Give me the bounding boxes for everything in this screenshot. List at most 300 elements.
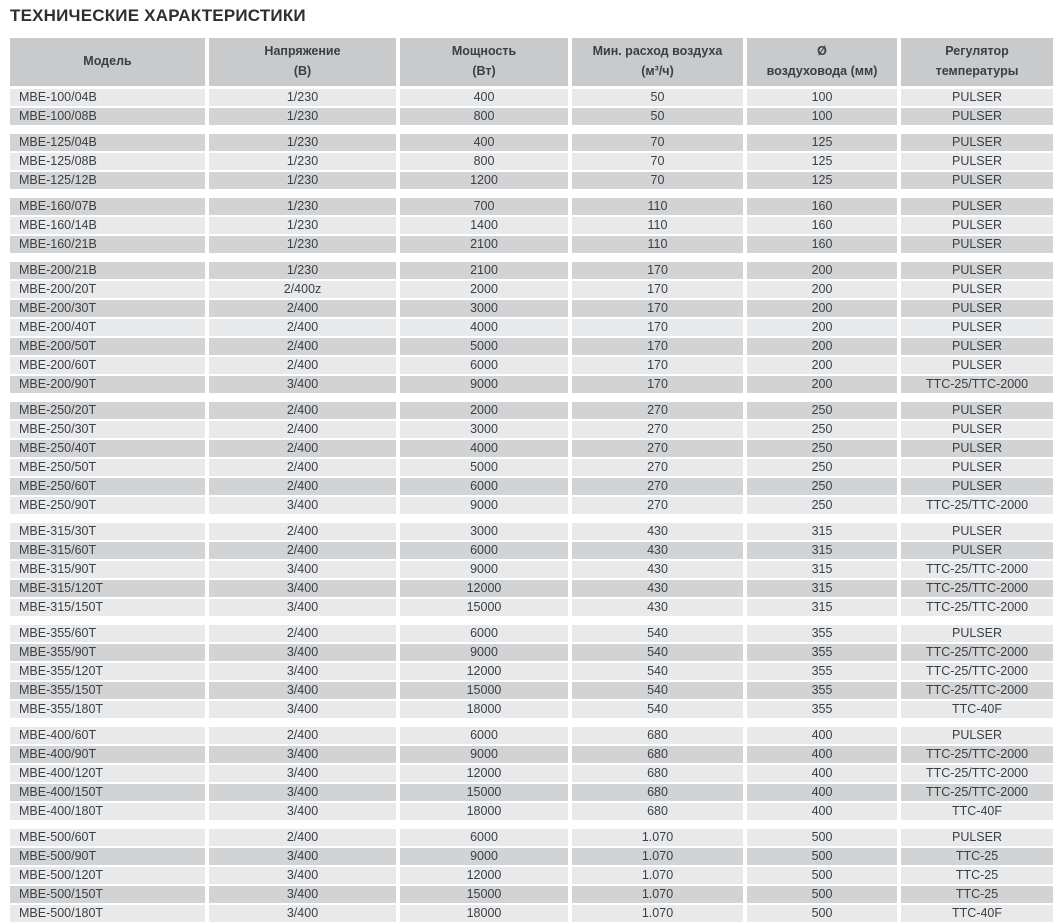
column-header-label: Мощность xyxy=(451,44,517,59)
cell-airflow: 1.070 xyxy=(572,867,743,884)
cell-regulator: PULSER xyxy=(901,153,1053,170)
cell-airflow: 170 xyxy=(572,281,743,298)
table-row xyxy=(10,376,1053,393)
table-row xyxy=(10,281,1053,298)
cell-power: 9000 xyxy=(400,497,568,514)
cell-airflow: 680 xyxy=(572,727,743,744)
cell-power: 9000 xyxy=(400,746,568,763)
cell-power: 15000 xyxy=(400,886,568,903)
cell-power: 18000 xyxy=(400,803,568,820)
cell-airflow: 540 xyxy=(572,663,743,680)
cell-model: MBE-400/120T xyxy=(10,765,205,782)
table-row xyxy=(10,217,1053,234)
model-group xyxy=(10,727,1053,820)
cell-regulator: PULSER xyxy=(901,402,1053,419)
cell-power: 6000 xyxy=(400,357,568,374)
cell-airflow: 540 xyxy=(572,682,743,699)
cell-airflow: 270 xyxy=(572,459,743,476)
cell-regulator: PULSER xyxy=(901,217,1053,234)
model-group xyxy=(10,829,1053,922)
cell-voltage: 1/230 xyxy=(209,108,396,125)
cell-model: MBE-355/90T xyxy=(10,644,205,661)
cell-power: 15000 xyxy=(400,784,568,801)
cell-airflow: 430 xyxy=(572,561,743,578)
cell-diameter: 100 xyxy=(747,108,897,125)
cell-airflow: 270 xyxy=(572,421,743,438)
cell-diameter: 355 xyxy=(747,644,897,661)
cell-regulator: TTC-25/TTC-2000 xyxy=(901,599,1053,616)
cell-voltage: 2/400 xyxy=(209,300,396,317)
table-row xyxy=(10,905,1053,922)
cell-airflow: 680 xyxy=(572,765,743,782)
table-row xyxy=(10,478,1053,495)
column-header-power xyxy=(400,38,568,86)
cell-voltage: 1/230 xyxy=(209,236,396,253)
cell-airflow: 270 xyxy=(572,497,743,514)
table-row xyxy=(10,803,1053,820)
cell-model: MBE-200/20T xyxy=(10,281,205,298)
table-row xyxy=(10,108,1053,125)
cell-voltage: 3/400 xyxy=(209,765,396,782)
cell-regulator: TTC-25/TTC-2000 xyxy=(901,561,1053,578)
cell-regulator: TTC-25/TTC-2000 xyxy=(901,746,1053,763)
cell-power: 9000 xyxy=(400,376,568,393)
cell-model: MBE-200/50T xyxy=(10,338,205,355)
column-header-unit: (Вт) xyxy=(472,64,496,78)
cell-model: MBE-355/60T xyxy=(10,625,205,642)
cell-regulator: TTC-40F xyxy=(901,905,1053,922)
cell-power: 2000 xyxy=(400,281,568,298)
column-header-model xyxy=(10,38,205,86)
cell-regulator: PULSER xyxy=(901,625,1053,642)
cell-voltage: 3/400 xyxy=(209,561,396,578)
cell-diameter: 250 xyxy=(747,459,897,476)
cell-model: MBE-125/04B xyxy=(10,134,205,151)
cell-regulator: PULSER xyxy=(901,478,1053,495)
cell-regulator: PULSER xyxy=(901,262,1053,279)
cell-diameter: 355 xyxy=(747,701,897,718)
cell-model: MBE-250/60T xyxy=(10,478,205,495)
cell-diameter: 500 xyxy=(747,886,897,903)
cell-diameter: 125 xyxy=(747,172,897,189)
cell-regulator: PULSER xyxy=(901,357,1053,374)
cell-regulator: TTC-25/TTC-2000 xyxy=(901,497,1053,514)
cell-model: MBE-315/90T xyxy=(10,561,205,578)
cell-regulator: PULSER xyxy=(901,440,1053,457)
cell-power: 3000 xyxy=(400,523,568,540)
cell-diameter: 200 xyxy=(747,262,897,279)
column-header-airflow xyxy=(572,38,743,86)
cell-power: 800 xyxy=(400,153,568,170)
cell-diameter: 200 xyxy=(747,376,897,393)
table-row xyxy=(10,580,1053,597)
cell-regulator: TTC-25/TTC-2000 xyxy=(901,663,1053,680)
table-header-row xyxy=(10,38,1053,86)
cell-power: 4000 xyxy=(400,440,568,457)
cell-model: MBE-200/90T xyxy=(10,376,205,393)
cell-voltage: 1/230 xyxy=(209,198,396,215)
table-row xyxy=(10,523,1053,540)
model-group xyxy=(10,402,1053,514)
cell-voltage: 2/400 xyxy=(209,402,396,419)
cell-voltage: 2/400z xyxy=(209,281,396,298)
cell-model: MBE-250/50T xyxy=(10,459,205,476)
cell-diameter: 200 xyxy=(747,281,897,298)
table-row xyxy=(10,542,1053,559)
cell-voltage: 3/400 xyxy=(209,682,396,699)
cell-diameter: 250 xyxy=(747,402,897,419)
cell-model: MBE-315/150T xyxy=(10,599,205,616)
cell-voltage: 1/230 xyxy=(209,153,396,170)
cell-diameter: 315 xyxy=(747,580,897,597)
cell-diameter: 315 xyxy=(747,542,897,559)
cell-diameter: 500 xyxy=(747,867,897,884)
table-row xyxy=(10,89,1053,106)
cell-model: MBE-160/07B xyxy=(10,198,205,215)
cell-model: MBE-200/40T xyxy=(10,319,205,336)
cell-voltage: 1/230 xyxy=(209,172,396,189)
cell-power: 9000 xyxy=(400,561,568,578)
cell-voltage: 2/400 xyxy=(209,727,396,744)
cell-airflow: 270 xyxy=(572,440,743,457)
cell-power: 15000 xyxy=(400,682,568,699)
cell-model: MBE-315/30T xyxy=(10,523,205,540)
cell-model: MBE-200/60T xyxy=(10,357,205,374)
cell-power: 3000 xyxy=(400,421,568,438)
model-group xyxy=(10,89,1053,125)
cell-model: MBE-500/150T xyxy=(10,886,205,903)
cell-model: MBE-355/180T xyxy=(10,701,205,718)
cell-power: 9000 xyxy=(400,644,568,661)
cell-regulator: PULSER xyxy=(901,198,1053,215)
cell-model: MBE-500/60T xyxy=(10,829,205,846)
cell-voltage: 3/400 xyxy=(209,803,396,820)
table-row xyxy=(10,172,1053,189)
table-body xyxy=(10,89,1053,922)
cell-airflow: 170 xyxy=(572,338,743,355)
table-row xyxy=(10,262,1053,279)
cell-voltage: 2/400 xyxy=(209,319,396,336)
cell-regulator: TTC-25/TTC-2000 xyxy=(901,765,1053,782)
table-row xyxy=(10,300,1053,317)
table-row xyxy=(10,497,1053,514)
cell-power: 400 xyxy=(400,134,568,151)
cell-airflow: 680 xyxy=(572,803,743,820)
cell-voltage: 1/230 xyxy=(209,217,396,234)
cell-voltage: 2/400 xyxy=(209,625,396,642)
cell-diameter: 200 xyxy=(747,300,897,317)
cell-power: 5000 xyxy=(400,338,568,355)
cell-diameter: 160 xyxy=(747,198,897,215)
cell-voltage: 3/400 xyxy=(209,376,396,393)
cell-diameter: 125 xyxy=(747,134,897,151)
cell-regulator: PULSER xyxy=(901,542,1053,559)
table-row xyxy=(10,319,1053,336)
cell-diameter: 200 xyxy=(747,338,897,355)
cell-power: 3000 xyxy=(400,300,568,317)
cell-diameter: 355 xyxy=(747,625,897,642)
cell-airflow: 430 xyxy=(572,599,743,616)
table-row xyxy=(10,784,1053,801)
page-title: ТЕХНИЧЕСКИЕ ХАРАКТЕРИСТИКИ xyxy=(10,6,306,25)
cell-voltage: 3/400 xyxy=(209,784,396,801)
table-row xyxy=(10,421,1053,438)
cell-power: 2100 xyxy=(400,236,568,253)
cell-voltage: 1/230 xyxy=(209,89,396,106)
cell-voltage: 2/400 xyxy=(209,478,396,495)
cell-regulator: TTC-40F xyxy=(901,803,1053,820)
cell-voltage: 3/400 xyxy=(209,580,396,597)
cell-model: MBE-400/60T xyxy=(10,727,205,744)
cell-model: MBE-200/21B xyxy=(10,262,205,279)
cell-regulator: TTC-40F xyxy=(901,701,1053,718)
table-row xyxy=(10,599,1053,616)
table-row xyxy=(10,867,1053,884)
cell-regulator: TTC-25/TTC-2000 xyxy=(901,376,1053,393)
column-header-label: Модель xyxy=(83,54,132,69)
table-row xyxy=(10,682,1053,699)
table-row xyxy=(10,440,1053,457)
column-header-label: Напряжение xyxy=(264,44,341,59)
cell-voltage: 3/400 xyxy=(209,886,396,903)
specs-table xyxy=(10,38,1053,922)
model-group xyxy=(10,198,1053,253)
cell-power: 6000 xyxy=(400,478,568,495)
cell-regulator: TTC-25/TTC-2000 xyxy=(901,580,1053,597)
table-row xyxy=(10,848,1053,865)
cell-model: MBE-400/180T xyxy=(10,803,205,820)
cell-regulator: TTC-25 xyxy=(901,867,1053,884)
cell-power: 18000 xyxy=(400,905,568,922)
column-header-regulator xyxy=(901,38,1053,86)
cell-power: 2100 xyxy=(400,262,568,279)
cell-airflow: 680 xyxy=(572,784,743,801)
cell-airflow: 430 xyxy=(572,580,743,597)
cell-voltage: 2/400 xyxy=(209,338,396,355)
cell-model: MBE-400/150T xyxy=(10,784,205,801)
cell-airflow: 50 xyxy=(572,89,743,106)
cell-model: MBE-100/04B xyxy=(10,89,205,106)
cell-power: 1200 xyxy=(400,172,568,189)
cell-airflow: 680 xyxy=(572,746,743,763)
cell-power: 12000 xyxy=(400,663,568,680)
cell-regulator: PULSER xyxy=(901,338,1053,355)
cell-model: MBE-125/08B xyxy=(10,153,205,170)
column-header-unit: (В) xyxy=(293,64,312,78)
table-row xyxy=(10,153,1053,170)
cell-power: 4000 xyxy=(400,319,568,336)
cell-airflow: 110 xyxy=(572,236,743,253)
table-row xyxy=(10,765,1053,782)
cell-voltage: 2/400 xyxy=(209,357,396,374)
cell-voltage: 2/400 xyxy=(209,542,396,559)
cell-model: MBE-355/150T xyxy=(10,682,205,699)
cell-voltage: 3/400 xyxy=(209,701,396,718)
cell-model: MBE-250/90T xyxy=(10,497,205,514)
cell-voltage: 2/400 xyxy=(209,459,396,476)
cell-regulator: PULSER xyxy=(901,459,1053,476)
cell-diameter: 500 xyxy=(747,848,897,865)
table-row xyxy=(10,134,1053,151)
cell-airflow: 110 xyxy=(572,217,743,234)
table-row xyxy=(10,338,1053,355)
cell-airflow: 170 xyxy=(572,357,743,374)
cell-diameter: 100 xyxy=(747,89,897,106)
cell-regulator: PULSER xyxy=(901,172,1053,189)
cell-diameter: 400 xyxy=(747,746,897,763)
cell-model: MBE-160/21B xyxy=(10,236,205,253)
cell-airflow: 270 xyxy=(572,402,743,419)
cell-model: MBE-500/90T xyxy=(10,848,205,865)
cell-power: 400 xyxy=(400,89,568,106)
cell-power: 6000 xyxy=(400,727,568,744)
cell-voltage: 2/400 xyxy=(209,829,396,846)
cell-voltage: 3/400 xyxy=(209,905,396,922)
column-header-voltage xyxy=(209,38,396,86)
cell-diameter: 400 xyxy=(747,765,897,782)
cell-power: 6000 xyxy=(400,542,568,559)
column-header-label: Мин. расход воздуха xyxy=(592,44,723,59)
column-header-diameter xyxy=(747,38,897,86)
column-header-label: Регулятор xyxy=(945,44,1009,59)
cell-diameter: 315 xyxy=(747,523,897,540)
table-row xyxy=(10,663,1053,680)
cell-airflow: 1.070 xyxy=(572,905,743,922)
table-row xyxy=(10,886,1053,903)
model-group xyxy=(10,625,1053,718)
cell-model: MBE-500/180T xyxy=(10,905,205,922)
cell-power: 2000 xyxy=(400,402,568,419)
table-row xyxy=(10,701,1053,718)
table-row xyxy=(10,357,1053,374)
cell-diameter: 400 xyxy=(747,784,897,801)
cell-regulator: PULSER xyxy=(901,300,1053,317)
cell-airflow: 430 xyxy=(572,523,743,540)
cell-airflow: 170 xyxy=(572,376,743,393)
cell-model: MBE-400/90T xyxy=(10,746,205,763)
cell-diameter: 315 xyxy=(747,561,897,578)
cell-diameter: 500 xyxy=(747,905,897,922)
cell-regulator: PULSER xyxy=(901,829,1053,846)
cell-voltage: 3/400 xyxy=(209,497,396,514)
cell-diameter: 355 xyxy=(747,682,897,699)
cell-airflow: 170 xyxy=(572,319,743,336)
cell-power: 12000 xyxy=(400,580,568,597)
cell-model: MBE-160/14B xyxy=(10,217,205,234)
table-row xyxy=(10,198,1053,215)
cell-regulator: PULSER xyxy=(901,134,1053,151)
cell-voltage: 1/230 xyxy=(209,134,396,151)
cell-voltage: 3/400 xyxy=(209,848,396,865)
cell-voltage: 3/400 xyxy=(209,663,396,680)
column-header-unit: воздуховода (мм) xyxy=(766,64,878,78)
cell-power: 18000 xyxy=(400,701,568,718)
cell-diameter: 160 xyxy=(747,236,897,253)
table-row xyxy=(10,829,1053,846)
cell-model: MBE-100/08B xyxy=(10,108,205,125)
cell-airflow: 540 xyxy=(572,701,743,718)
cell-model: MBE-355/120T xyxy=(10,663,205,680)
cell-diameter: 250 xyxy=(747,421,897,438)
cell-voltage: 1/230 xyxy=(209,262,396,279)
cell-power: 12000 xyxy=(400,867,568,884)
cell-airflow: 430 xyxy=(572,542,743,559)
table-row xyxy=(10,746,1053,763)
cell-model: MBE-125/12B xyxy=(10,172,205,189)
table-row xyxy=(10,561,1053,578)
cell-power: 6000 xyxy=(400,829,568,846)
cell-diameter: 250 xyxy=(747,440,897,457)
cell-model: MBE-200/30T xyxy=(10,300,205,317)
column-header-unit: (м³/ч) xyxy=(641,64,674,78)
column-header-unit: температуры xyxy=(935,64,1019,78)
cell-power: 12000 xyxy=(400,765,568,782)
cell-power: 5000 xyxy=(400,459,568,476)
cell-regulator: TTC-25 xyxy=(901,886,1053,903)
cell-regulator: PULSER xyxy=(901,319,1053,336)
cell-diameter: 160 xyxy=(747,217,897,234)
cell-diameter: 315 xyxy=(747,599,897,616)
cell-airflow: 170 xyxy=(572,300,743,317)
cell-voltage: 3/400 xyxy=(209,867,396,884)
cell-regulator: TTC-25/TTC-2000 xyxy=(901,644,1053,661)
model-group xyxy=(10,134,1053,189)
cell-regulator: PULSER xyxy=(901,523,1053,540)
cell-regulator: PULSER xyxy=(901,421,1053,438)
model-group xyxy=(10,523,1053,616)
cell-airflow: 1.070 xyxy=(572,886,743,903)
cell-model: MBE-500/120T xyxy=(10,867,205,884)
cell-diameter: 200 xyxy=(747,357,897,374)
cell-regulator: TTC-25 xyxy=(901,848,1053,865)
cell-model: MBE-250/40T xyxy=(10,440,205,457)
column-header-label: Ø xyxy=(817,44,827,59)
cell-regulator: PULSER xyxy=(901,727,1053,744)
cell-diameter: 250 xyxy=(747,478,897,495)
cell-diameter: 250 xyxy=(747,497,897,514)
cell-power: 9000 xyxy=(400,848,568,865)
cell-diameter: 400 xyxy=(747,727,897,744)
cell-model: MBE-250/20T xyxy=(10,402,205,419)
cell-airflow: 70 xyxy=(572,172,743,189)
cell-voltage: 3/400 xyxy=(209,746,396,763)
table-row xyxy=(10,459,1053,476)
cell-power: 15000 xyxy=(400,599,568,616)
cell-voltage: 3/400 xyxy=(209,644,396,661)
cell-model: MBE-250/30T xyxy=(10,421,205,438)
cell-airflow: 170 xyxy=(572,262,743,279)
cell-diameter: 355 xyxy=(747,663,897,680)
cell-diameter: 400 xyxy=(747,803,897,820)
cell-airflow: 1.070 xyxy=(572,848,743,865)
cell-model: MBE-315/120T xyxy=(10,580,205,597)
cell-airflow: 50 xyxy=(572,108,743,125)
table-row xyxy=(10,236,1053,253)
cell-regulator: PULSER xyxy=(901,108,1053,125)
table-row xyxy=(10,644,1053,661)
cell-airflow: 270 xyxy=(572,478,743,495)
cell-regulator: TTC-25/TTC-2000 xyxy=(901,682,1053,699)
cell-power: 6000 xyxy=(400,625,568,642)
cell-power: 1400 xyxy=(400,217,568,234)
cell-diameter: 500 xyxy=(747,829,897,846)
cell-model: MBE-315/60T xyxy=(10,542,205,559)
cell-airflow: 110 xyxy=(572,198,743,215)
cell-voltage: 2/400 xyxy=(209,440,396,457)
cell-voltage: 2/400 xyxy=(209,523,396,540)
cell-airflow: 70 xyxy=(572,153,743,170)
cell-airflow: 70 xyxy=(572,134,743,151)
